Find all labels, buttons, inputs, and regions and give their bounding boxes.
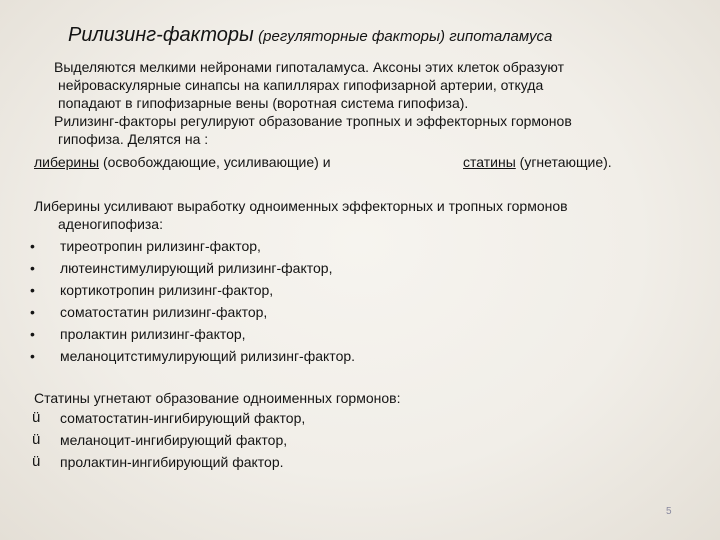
bullet-icon: • xyxy=(30,304,35,320)
checkmark-icon: ü xyxy=(32,453,41,470)
statins-lead xyxy=(34,389,400,407)
liberin-item: тиреотропин рилизинг-фактор, xyxy=(60,238,261,254)
statin-item: меланоцит-ингибирующий фактор, xyxy=(60,432,288,448)
intro-p2-line2: гипофиза. Делятся на : xyxy=(58,131,209,147)
statin-item: пролактин-ингибирующий фактор. xyxy=(60,454,284,470)
slide-title xyxy=(68,22,708,50)
liberin-item: лютеинстимулирующий рилизинг-фактор, xyxy=(60,260,333,276)
intro-p1-line1: Выделяются мелкими нейронами гипоталамуса. Аксоны этих клеток образуют xyxy=(54,59,565,75)
liberin-item: пролактин рилизинг-фактор, xyxy=(60,326,246,342)
liberins-lead-line2: аденогипофиза: xyxy=(58,216,163,232)
bullet-icon: • xyxy=(30,326,35,342)
bullet-icon: • xyxy=(30,260,35,276)
checkmark-icon: ü xyxy=(32,431,41,448)
bullet-icon: • xyxy=(30,348,35,364)
liberins-definition xyxy=(34,153,331,171)
liberins-lead xyxy=(34,197,568,215)
liberins-lead-word: Либерины xyxy=(34,198,101,214)
liberin-item: соматостатин рилизинг-фактор, xyxy=(60,304,268,320)
page-number: 5 xyxy=(666,506,672,517)
liberin-item: меланоцитстимулирующий рилизинг-фактор. xyxy=(60,348,356,364)
liberin-item: кортикотропин рилизинг-фактор, xyxy=(60,282,274,298)
statins-term: статины xyxy=(463,154,516,170)
statins-lead-word: Статины xyxy=(34,390,90,406)
statins-lead-rest: угнетают образование одноименных гормонов: xyxy=(93,390,401,406)
intro-p1-line3: попадают в гипофизарные вены (воротная система гипофиза). xyxy=(58,95,469,111)
statins-term-desc: (угнетающие). xyxy=(519,154,612,170)
statin-item: соматостатин-ингибирующий фактор, xyxy=(60,410,306,426)
bullet-icon: • xyxy=(30,282,35,298)
title-main: Рилизинг-факторы xyxy=(68,24,254,46)
liberins-term: либерины xyxy=(34,154,100,170)
liberins-lead-rest: усиливают выработку одноименных эффекторных и тропных гормонов xyxy=(103,198,568,214)
checkmark-icon: ü xyxy=(32,409,41,426)
bullet-icon: • xyxy=(30,238,35,254)
title-parenthetical: (регуляторные факторы) гипоталамуса xyxy=(258,28,553,45)
intro-p1-line2: нейроваскулярные синапсы на капиллярах гипофизарной артерии, откуда xyxy=(58,77,544,93)
liberins-term-desc: (освобождающие, усиливающие) и xyxy=(102,154,331,170)
statins-definition xyxy=(463,153,612,171)
intro-p2-line1: Рилизинг-факторы регулируют образование тропных и эффекторных гормонов xyxy=(54,113,572,129)
